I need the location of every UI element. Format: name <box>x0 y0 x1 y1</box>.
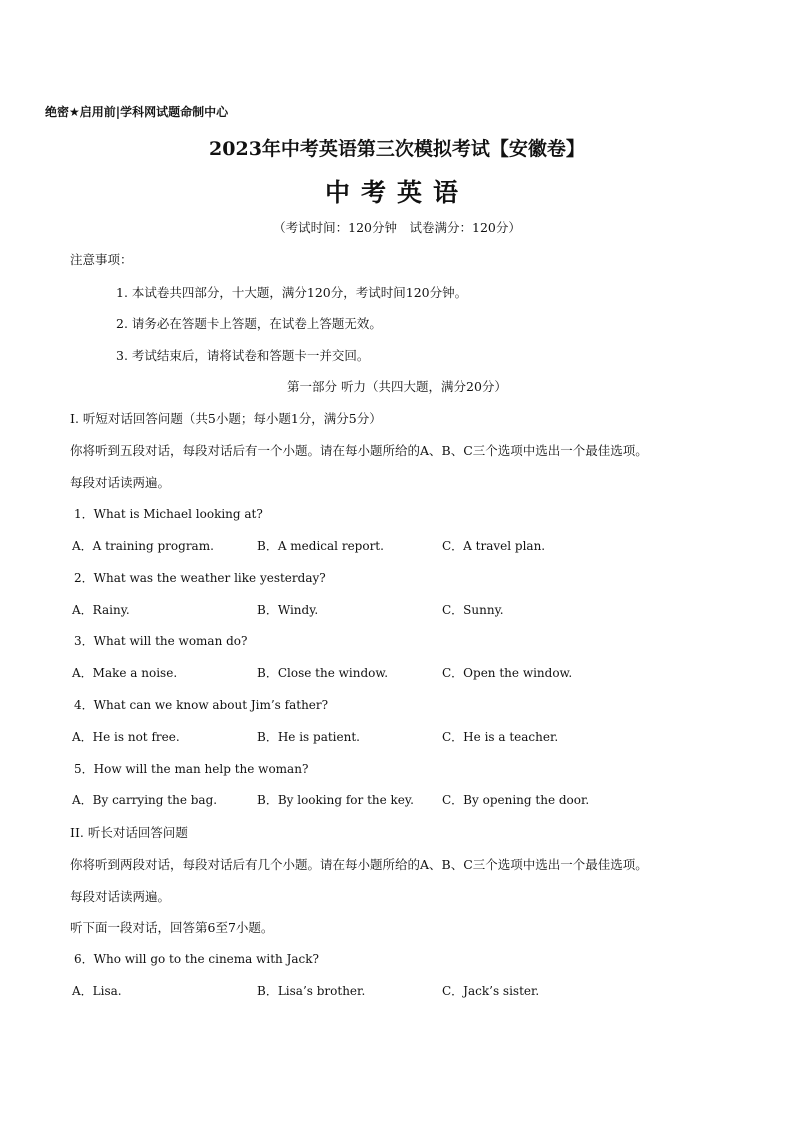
question-text: 2．What was the weather like yesterday? <box>74 571 326 585</box>
option-b: B．He is patient. <box>257 730 360 744</box>
section1-instruction-line2: 每段对话读两遍。 <box>70 475 171 490</box>
option-b: B．Windy. <box>257 603 319 617</box>
notice-item: 3. 考试结束后，请将试卷和答题卡一并交回。 <box>116 348 370 363</box>
option-b: B．Lisa’s brother. <box>257 984 366 998</box>
section1-heading: I. 听短对话回答问题（共5小题；每小题1分，满分5分） <box>70 411 382 426</box>
option-a: A．Rainy. <box>72 603 130 617</box>
question-text: 3．What will the woman do? <box>74 634 248 648</box>
option-a: A．Lisa. <box>72 984 122 998</box>
option-c: C．By opening the door. <box>442 793 590 807</box>
section2-instruction-line2: 每段对话读两遍。 <box>70 889 171 904</box>
question-text: 1．What is Michael looking at? <box>74 507 263 521</box>
notice-heading: 注意事项： <box>70 252 133 267</box>
option-a: A．He is not free. <box>72 730 180 744</box>
part1-heading: 第一部分 听力（共四大题，满分20分） <box>287 379 507 394</box>
option-c: C．A travel plan. <box>442 539 546 553</box>
question-text: 5．How will the man help the woman? <box>74 762 309 776</box>
option-b: B．Close the window. <box>257 666 389 680</box>
option-a: A．By carrying the bag. <box>72 793 218 807</box>
question-text: 4．What can we know about Jim’s father? <box>74 698 329 712</box>
notice-item: 2. 请务必在答题卡上答题，在试卷上答题无效。 <box>116 316 382 331</box>
option-c: C．Jack’s sister. <box>442 984 540 998</box>
option-a: A．Make a noise. <box>72 666 178 680</box>
option-a: A．A training program. <box>72 539 214 553</box>
section2-instruction: 你将听到两段对话，每段对话后有几个小题。请在每小题所给的A、B、C三个选项中选出一个最佳选项。 <box>70 857 648 872</box>
option-c: C．He is a teacher. <box>442 730 559 744</box>
option-b: B．A medical report. <box>257 539 384 553</box>
exam-info: （考试时间：120分钟 试卷满分：120分） <box>273 220 521 235</box>
section2-heading: II. 听长对话回答问题 <box>70 825 188 840</box>
subject-title: 中考英语 <box>324 178 469 207</box>
question-text: 6．Who will go to the cinema with Jack? <box>74 952 319 966</box>
option-b: B．By looking for the key. <box>257 793 414 807</box>
option-c: C．Sunny. <box>442 603 504 617</box>
confidential-tag: 绝密★启用前|学科网试题命制中心 <box>45 105 229 119</box>
section1-instruction: 你将听到五段对话，每段对话后有一个小题。请在每小题所给的A、B、C三个选项中选出一个最佳选项。 <box>70 443 648 458</box>
option-c: C．Open the window. <box>442 666 573 680</box>
exam-title: 2023年中考英语第三次模拟考试【安徽卷】 <box>209 138 585 160</box>
dialog-note: 听下面一段对话，回答第6至7小题。 <box>70 920 274 935</box>
notice-item: 1. 本试卷共四部分，十大题，满分120分，考试时间120分钟。 <box>116 285 468 300</box>
